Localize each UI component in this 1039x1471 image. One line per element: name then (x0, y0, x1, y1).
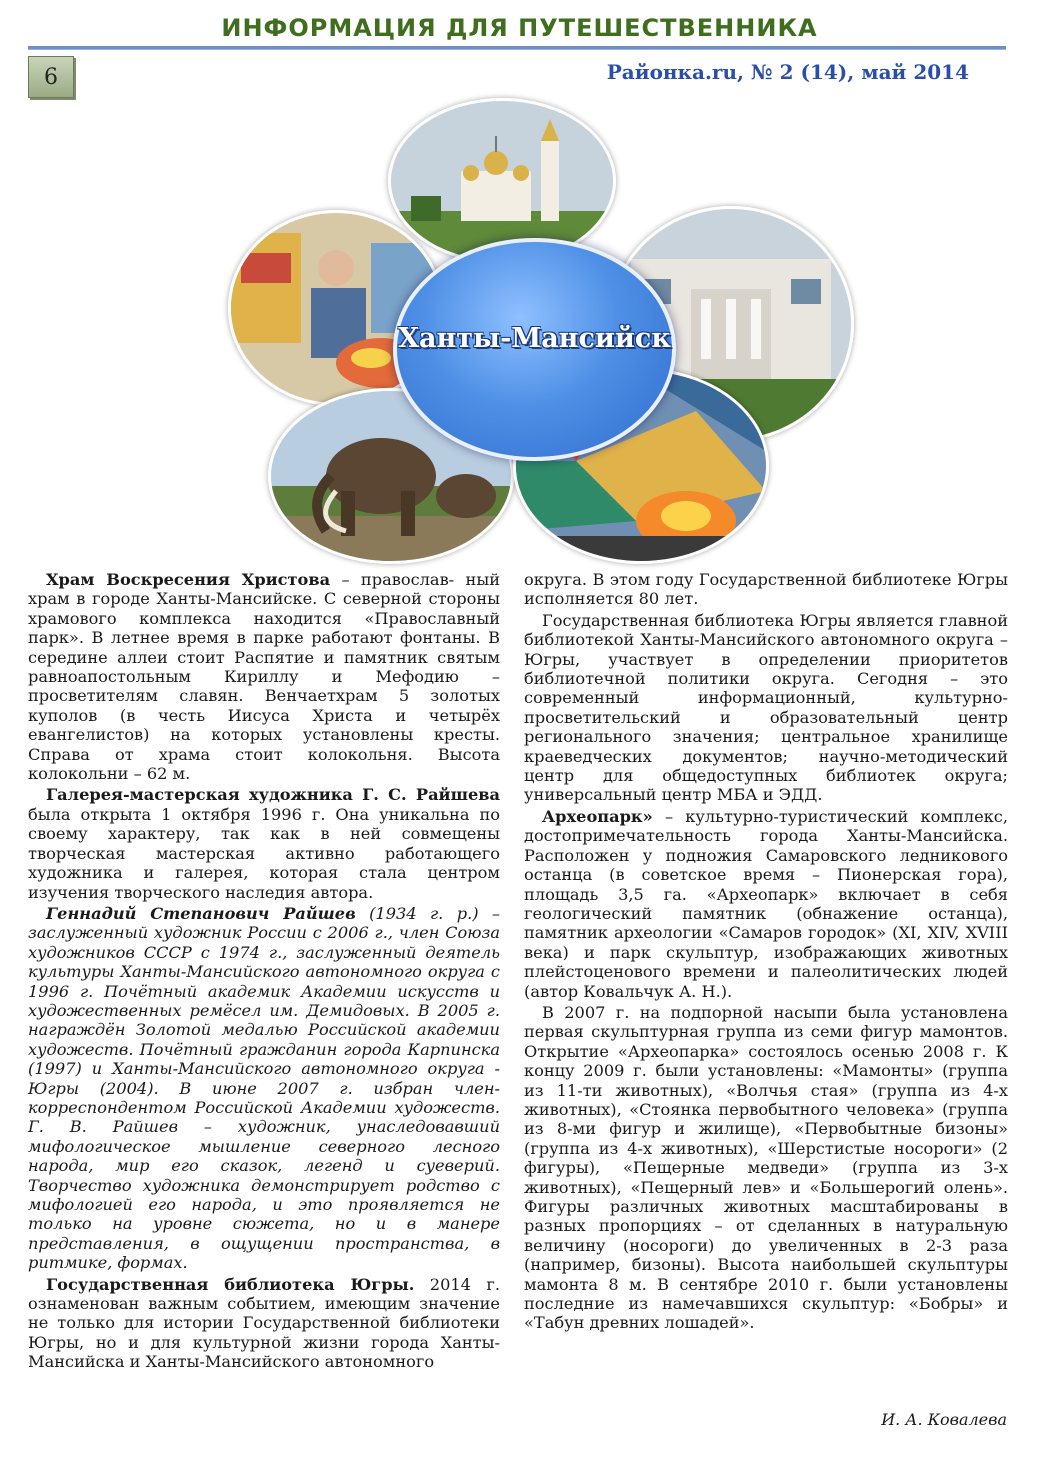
raishev-bio: (1934 г. р.) – заслуженный художник России с 2006 г., член Союза художников СССР с 1974 г., заслуженный деятель культуры Ханты-Мансийского автономного округа с 1996 г. Почётный академик Академии искусств и художественных ремёсел им. Демидовых. В 2005 г. награждён Золотой медалью Российской академии художеств. Почётный гражданин города Карпинска (1997) и Ханты-Мансийского автономного округа - Югры (2004). В июне 2007 г. избран член-корреспондентом Российской Академии художеств. Г. В. Райшев – художник, унаследовавший мифологическое мышление северного лесного народа, мир его сказок, легенд и суеверий. Творчество художника демонстрирует родство с мифологией его народа, и это проявляется не только на уровне сюжета, но и в манере представления, в ощущении пространства, в ритмике, формах. (28, 903, 500, 1273)
paragraph-gallery (28, 785, 500, 901)
paragraph-sculptures: В 2007 г. на подпорной насыпи была установлена первая скульптурная группа из семи фигур мамонтов. Открытие «Археопарка» состоялось осенью 2008 г. К концу 2009 г. были установлены: «Мамонты» (группа из 11-ти животных), «Волчья стая» (группа из 4-х животных), «Стоянка первобытного человека» (группа из 8-ми фигур и жилище), «Первобытные бизоны» (группа из 4-х животных), «Шерстистые носороги» (2 фигуры), «Пещерные медведи» (группа из 3-х животных), «Пещерный лев» и «Большерогий олень». Фигуры различных животных масштабированы в разных пропорциях – от сделанных в натуральную величину (носороги) до увеличенных в 2-3 раза (например, бизоны). Высота наибольшей скульптуры мамонта 8 м. В сентябре 2010 г. были установлены последние из намечавшихся скульптур: «Бобры» и «Табун древних лошадей». (524, 1002, 1008, 1333)
paragraph-library (28, 1275, 500, 1372)
paragraph-archeopark (524, 807, 1008, 1001)
paragraph-cathedral (28, 570, 500, 783)
page-number: 6 (28, 56, 74, 98)
archeopark-heading: Археопарк» (542, 806, 653, 826)
archeopark-text: – культурно-туристический комплекс, достопримечательность города Ханты-Мансийска. Расположен у подножия Самаровского ледникового останца (в советское время – Пионерская гора), площадь 3,5 га. «Археопарк» включает в себя геологический памятник (обнажение останца), памятник археологии «Самаров городок» (XI, XIV, XVIII века) и парк скульптур, изображающих животных плейстоценового времени и палеолитических людей (автор Ковальчук А. Н.). (524, 806, 1008, 1001)
cathedral-photo (388, 98, 616, 264)
header-rule (28, 46, 1006, 50)
photo-collage (228, 98, 858, 558)
paragraph-raishev (28, 904, 500, 1273)
paragraph-library-cont: округа. В этом году Государственной библиотеке Югры исполняется 80 лет. (524, 570, 1008, 609)
raishev-name: Геннадий Степанович Райшев (46, 903, 356, 923)
library-heading: Государственная библиотека Югры. (46, 1274, 415, 1294)
section-title: ИНФОРМАЦИЯ ДЛЯ ПУТЕШЕСТВЕННИКА (221, 14, 818, 42)
issue-info: Районка.ru, № 2 (14), май 2014 (606, 60, 969, 84)
cathedral-text: – православ- ный храм в городе Ханты-Мансийске. С северной стороны храмового комплекса находится «Православный парк». В летнее время в парке работают фонтаны. В середине аллеи стоит Распятие и памятник святым равноапостольным Кириллу и Мефодию – просветителям славян. Венчаетхрам 5 золотых куполов (в честь Иисуса Христа и четырёх евангелистов) на которых установлены кресты. Справа от храма стоит колокольня. Высота колокольни – 62 м. (28, 570, 500, 784)
paragraph-library-role: Государственная библиотека Югры является главной библиотекой Ханты-Мансийского автономного округа –Югры, участвует в определении приоритетов библиотечной политики округа. Сегодня – это современный информационный, культурно-просветительский и образовательный центр регионального значения; центральное хранилище краеведческих документов; научно-методический центр для общедоступных библиотек округа; универсальный центр МБА и ЭДД. (524, 610, 1008, 805)
city-badge (393, 238, 676, 461)
city-name: Ханты-Мансийск (398, 323, 671, 354)
library-text: 2014 г. ознаменован важным событием, имеющим значение не только для истории Государственной библиотеки Югры, но и для культурной жизни города Ханты-Мансийска и Ханты-Мансийского автономного (28, 1274, 500, 1372)
author-signature: И. А. Ковалева (881, 1410, 1007, 1429)
right-column (524, 570, 1008, 1335)
cathedral-heading: Храм Воскресения Христова (46, 570, 331, 589)
gallery-heading: Галерея-мастерская художника Г. С. Райшева (46, 785, 500, 805)
left-column (28, 570, 500, 1374)
gallery-text: была открыта 1 октября 1996 г. Она уникальна по своему характеру, так как в ней совмещены творческая мастерская активно работающего художника и галерея, которая стала центром изучения творческого наследия автора. (28, 804, 500, 902)
